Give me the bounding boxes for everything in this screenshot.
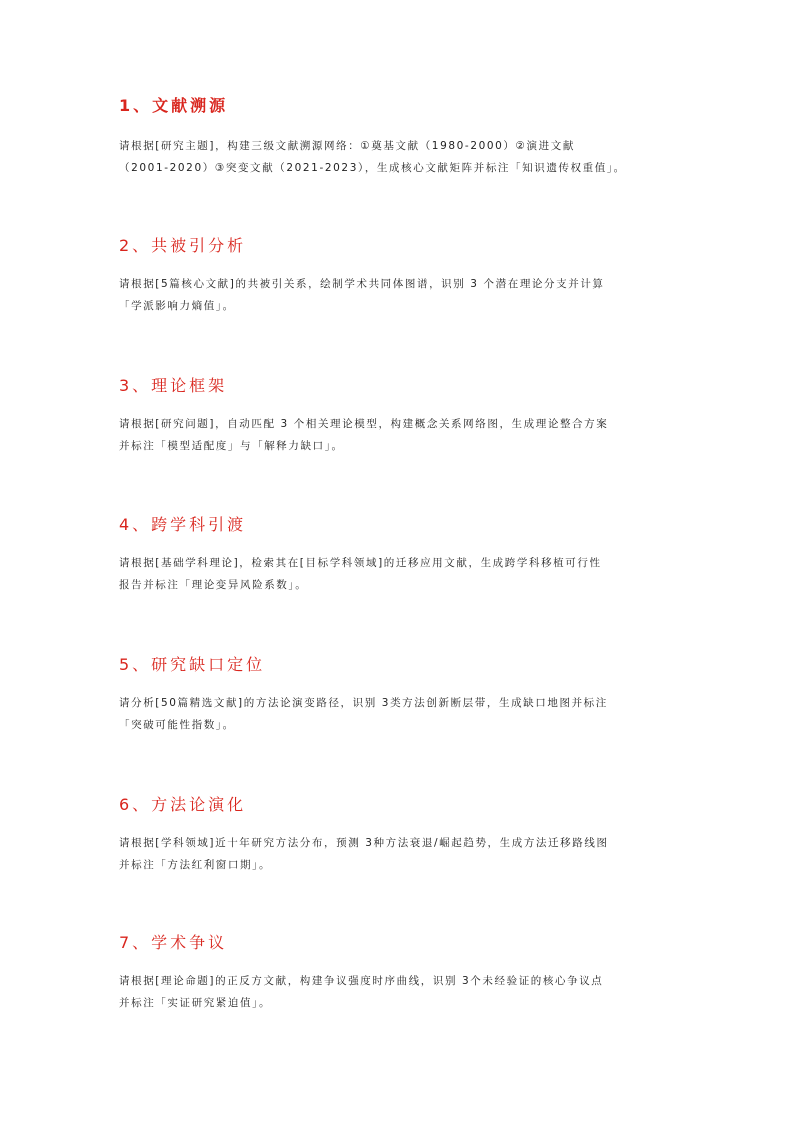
body-line: 请根据[基础学科理论]，检索其在[目标学科领域]的迁移应用文献，生成跨学科移植可行性: [119, 557, 602, 569]
section-heading: 3、理论框架: [119, 376, 228, 395]
section-methodology-evolution: [119, 794, 679, 871]
body-line: 请根据[研究主题]，构建三级文献溯源网络：①奠基文献（1980-2000）②演进文献: [119, 140, 575, 152]
section-body: [119, 970, 679, 1014]
section-body: [119, 273, 679, 317]
section-interdisciplinary-transfer: [119, 514, 679, 591]
section-body: [119, 552, 679, 596]
section-theoretical-framework: [119, 375, 679, 452]
section-heading: 4、跨学科引渡: [119, 515, 247, 534]
body-line: 并标注「模型适配度」与「解释力缺口」。: [119, 440, 344, 452]
body-line: 请根据[理论命题]的正反方文献，构建争议强度时序曲线，识别 3个未经验证的核心争议点: [119, 975, 604, 987]
section-heading: 1、文献溯源: [119, 96, 229, 115]
body-line: 「学派影响力熵值」。: [119, 300, 235, 312]
section-body: [119, 135, 679, 179]
section-research-gap: [119, 654, 679, 731]
body-line: 并标注「方法红利窗口期」。: [119, 859, 272, 871]
section-academic-controversy: [119, 932, 679, 1009]
body-line: 请根据[5篇核心文献]的共被引关系，绘制学术共同体图谱，识别 3 个潜在理论分支并计算: [119, 278, 605, 290]
section-heading: 2、共被引分析: [119, 236, 247, 255]
body-line: 「突破可能性指数」。: [119, 719, 235, 731]
section-heading: 7、学术争议: [119, 933, 228, 952]
section-body: [119, 413, 679, 457]
section-co-citation-analysis: [119, 235, 679, 312]
section-heading: 6、方法论演化: [119, 795, 247, 814]
section-body: [119, 692, 679, 736]
body-line: 并标注「实证研究紧迫值」。: [119, 997, 272, 1009]
section-literature-tracing: [119, 95, 679, 174]
section-heading: 5、研究缺口定位: [119, 655, 266, 674]
body-line: 请分析[50篇精选文献]的方法论演变路径，识别 3类方法创新断层带，生成缺口地图并标注: [119, 697, 608, 709]
body-line: 请根据[学科领域]近十年研究方法分布，预测 3种方法衰退/崛起趋势，生成方法迁移路线图: [119, 837, 609, 849]
body-line: 报告并标注「理论变异风险系数」。: [119, 579, 308, 591]
section-body: [119, 832, 679, 876]
body-line: 请根据[研究问题]，自动匹配 3 个相关理论模型，构建概念关系网络图，生成理论整合方案: [119, 418, 609, 430]
body-line: （2001-2020）③突变文献（2021-2023），生成核心文献矩阵并标注「知识遗传权重值」。: [119, 162, 626, 174]
